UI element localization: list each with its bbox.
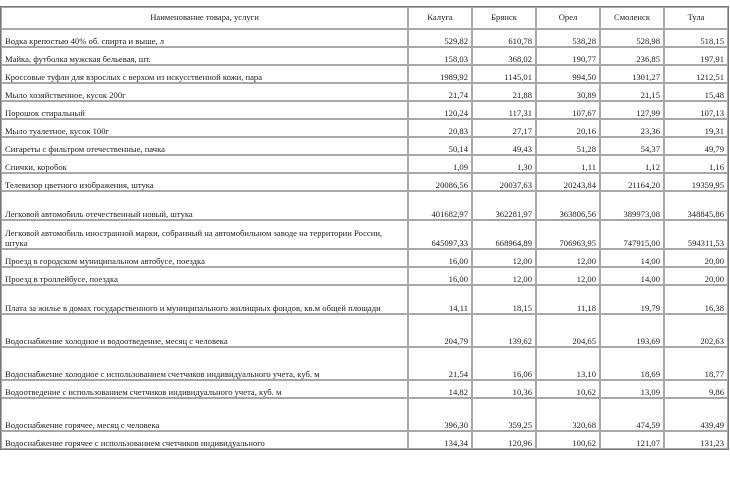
product-name-cell: Майка, футболка мужская бельевая, шт. bbox=[1, 47, 408, 65]
product-name-cell: Проезд в троллейбусе, поездка bbox=[1, 267, 408, 285]
table-row bbox=[1, 347, 728, 380]
product-name-cell: Кроссовые туфли для взрослых с верхом из искусственной кожи, пара bbox=[1, 65, 408, 83]
product-name-cell: Мыло хозяйственное, кусок 200г bbox=[1, 83, 408, 101]
price-cell: 197,91 bbox=[664, 47, 728, 65]
table-row bbox=[1, 29, 728, 47]
price-cell: 1,11 bbox=[536, 155, 600, 173]
price-cell: 10,62 bbox=[536, 380, 600, 398]
price-cell: 348845,86 bbox=[664, 191, 728, 220]
price-cell: 594311,53 bbox=[664, 220, 728, 249]
product-name-cell: Легковой автомобиль отечественный новый, штука bbox=[1, 191, 408, 220]
price-cell: 202,63 bbox=[664, 314, 728, 347]
header-city: Смоленск bbox=[600, 7, 664, 29]
price-cell: 13,10 bbox=[536, 347, 600, 380]
price-cell: 668964,89 bbox=[472, 220, 536, 249]
price-cell: 12,00 bbox=[472, 249, 536, 267]
price-cell: 14,00 bbox=[600, 249, 664, 267]
price-cell: 363806,56 bbox=[536, 191, 600, 220]
price-cell: 389973,08 bbox=[600, 191, 664, 220]
table-row bbox=[1, 65, 728, 83]
price-cell: 127,99 bbox=[600, 101, 664, 119]
price-cell: 139,62 bbox=[472, 314, 536, 347]
product-name-cell: Телевизор цветного изображения, штука bbox=[1, 173, 408, 191]
header-row bbox=[1, 7, 728, 29]
price-cell: 20,16 bbox=[536, 119, 600, 137]
table-row bbox=[1, 119, 728, 137]
price-cell: 1,12 bbox=[600, 155, 664, 173]
price-cell: 538,28 bbox=[536, 29, 600, 47]
price-cell: 30,89 bbox=[536, 83, 600, 101]
price-cell: 51,28 bbox=[536, 137, 600, 155]
table-row bbox=[1, 380, 728, 398]
table-row bbox=[1, 191, 728, 220]
product-name-cell: Проезд в городском муниципальном автобусе, поездка bbox=[1, 249, 408, 267]
price-cell: 18,77 bbox=[664, 347, 728, 380]
price-cell: 20,83 bbox=[408, 119, 472, 137]
price-cell: 1,16 bbox=[664, 155, 728, 173]
product-name-cell: Спички, коробок bbox=[1, 155, 408, 173]
table-row bbox=[1, 173, 728, 191]
price-cell: 107,13 bbox=[664, 101, 728, 119]
price-cell: 19,79 bbox=[600, 285, 664, 314]
product-name-cell: Плата за жилье в домах государственного и муниципального жилищных фондов, кв.м общей площади bbox=[1, 285, 408, 314]
price-cell: 18,15 bbox=[472, 285, 536, 314]
price-cell: 1212,51 bbox=[664, 65, 728, 83]
price-cell: 368,02 bbox=[472, 47, 536, 65]
table-row bbox=[1, 398, 728, 431]
price-cell: 21,88 bbox=[472, 83, 536, 101]
product-name-cell: Водоснабжение горячее, месяц с человека bbox=[1, 398, 408, 431]
price-cell: 529,82 bbox=[408, 29, 472, 47]
price-cell: 359,25 bbox=[472, 398, 536, 431]
price-cell: 27,17 bbox=[472, 119, 536, 137]
product-name-cell: Сигареты с фильтром отечественные, пачка bbox=[1, 137, 408, 155]
price-cell: 190,77 bbox=[536, 47, 600, 65]
price-cell: 396,30 bbox=[408, 398, 472, 431]
table-row bbox=[1, 249, 728, 267]
price-cell: 13,09 bbox=[600, 380, 664, 398]
price-cell: 12,00 bbox=[536, 249, 600, 267]
price-cell: 121,07 bbox=[600, 431, 664, 449]
price-cell: 16,06 bbox=[472, 347, 536, 380]
table-row bbox=[1, 431, 728, 449]
price-cell: 21164,20 bbox=[600, 173, 664, 191]
price-cell: 994,50 bbox=[536, 65, 600, 83]
price-cell: 11,18 bbox=[536, 285, 600, 314]
table-row bbox=[1, 220, 728, 249]
product-name-cell: Водоснабжение холодное с использованием счетчиков индивидуального учета, куб. м bbox=[1, 347, 408, 380]
table-row bbox=[1, 47, 728, 65]
price-cell: 117,31 bbox=[472, 101, 536, 119]
price-cell: 401682,97 bbox=[408, 191, 472, 220]
price-cell: 1301,27 bbox=[600, 65, 664, 83]
product-name-cell: Порошок стиральный bbox=[1, 101, 408, 119]
price-cell: 645097,33 bbox=[408, 220, 472, 249]
price-cell: 19,31 bbox=[664, 119, 728, 137]
table-row bbox=[1, 83, 728, 101]
price-cell: 1989,92 bbox=[408, 65, 472, 83]
price-cell: 1,09 bbox=[408, 155, 472, 173]
product-name-cell: Водоснабжение горячее с использованием счетчиков индивидуального bbox=[1, 431, 408, 449]
price-cell: 20,00 bbox=[664, 267, 728, 285]
price-table bbox=[0, 6, 729, 450]
price-cell: 10,36 bbox=[472, 380, 536, 398]
price-cell: 23,36 bbox=[600, 119, 664, 137]
price-cell: 20243,84 bbox=[536, 173, 600, 191]
price-cell: 120,96 bbox=[472, 431, 536, 449]
table-body bbox=[1, 29, 728, 449]
price-cell: 1,30 bbox=[472, 155, 536, 173]
price-cell: 16,00 bbox=[408, 249, 472, 267]
price-cell: 20,00 bbox=[664, 249, 728, 267]
header-city: Калуга bbox=[408, 7, 472, 29]
price-cell: 134,34 bbox=[408, 431, 472, 449]
price-cell: 236,85 bbox=[600, 47, 664, 65]
price-cell: 15,48 bbox=[664, 83, 728, 101]
product-name-cell: Водоотведение с использованием счетчиков индивидуального учета, куб. м bbox=[1, 380, 408, 398]
price-cell: 158,03 bbox=[408, 47, 472, 65]
price-cell: 100,62 bbox=[536, 431, 600, 449]
price-cell: 50,14 bbox=[408, 137, 472, 155]
price-cell: 518,15 bbox=[664, 29, 728, 47]
price-cell: 131,23 bbox=[664, 431, 728, 449]
price-cell: 474,59 bbox=[600, 398, 664, 431]
price-cell: 19359,95 bbox=[664, 173, 728, 191]
price-cell: 706963,95 bbox=[536, 220, 600, 249]
price-cell: 9,86 bbox=[664, 380, 728, 398]
price-cell: 193,69 bbox=[600, 314, 664, 347]
table-row bbox=[1, 314, 728, 347]
price-cell: 14,00 bbox=[600, 267, 664, 285]
price-cell: 21,74 bbox=[408, 83, 472, 101]
price-cell: 362281,97 bbox=[472, 191, 536, 220]
product-name-cell: Водка крепостью 40% об. спирта и выше, л bbox=[1, 29, 408, 47]
price-cell: 12,00 bbox=[472, 267, 536, 285]
table-row bbox=[1, 155, 728, 173]
price-cell: 16,38 bbox=[664, 285, 728, 314]
price-cell: 204,79 bbox=[408, 314, 472, 347]
product-name-cell: Легковой автомобиль иностранной марки, собранный на автомобильном заводе на территории России, штука bbox=[1, 220, 408, 249]
price-cell: 49,79 bbox=[664, 137, 728, 155]
price-cell: 120,24 bbox=[408, 101, 472, 119]
price-cell: 1145,01 bbox=[472, 65, 536, 83]
price-cell: 14,11 bbox=[408, 285, 472, 314]
header-name: Наименование товара, услуги bbox=[1, 7, 408, 29]
product-name-cell: Водоснабжение холодное и водоотведение, месяц с человека bbox=[1, 314, 408, 347]
table-row bbox=[1, 267, 728, 285]
price-cell: 204,65 bbox=[536, 314, 600, 347]
table-row bbox=[1, 101, 728, 119]
table-row bbox=[1, 285, 728, 314]
header-city: Тула bbox=[664, 7, 728, 29]
price-cell: 12,00 bbox=[536, 267, 600, 285]
product-name-cell: Мыло туалетное, кусок 100г bbox=[1, 119, 408, 137]
price-cell: 21,15 bbox=[600, 83, 664, 101]
price-cell: 18,69 bbox=[600, 347, 664, 380]
header-city: Брянск bbox=[472, 7, 536, 29]
price-cell: 610,78 bbox=[472, 29, 536, 47]
price-cell: 21,54 bbox=[408, 347, 472, 380]
price-cell: 20086,56 bbox=[408, 173, 472, 191]
header-city: Орел bbox=[536, 7, 600, 29]
table-row bbox=[1, 137, 728, 155]
price-cell: 439,49 bbox=[664, 398, 728, 431]
price-cell: 107,67 bbox=[536, 101, 600, 119]
price-cell: 747915,00 bbox=[600, 220, 664, 249]
price-cell: 14,82 bbox=[408, 380, 472, 398]
price-cell: 49,43 bbox=[472, 137, 536, 155]
price-cell: 20037,63 bbox=[472, 173, 536, 191]
price-cell: 320,68 bbox=[536, 398, 600, 431]
price-cell: 16,00 bbox=[408, 267, 472, 285]
price-cell: 54,37 bbox=[600, 137, 664, 155]
price-cell: 528,98 bbox=[600, 29, 664, 47]
